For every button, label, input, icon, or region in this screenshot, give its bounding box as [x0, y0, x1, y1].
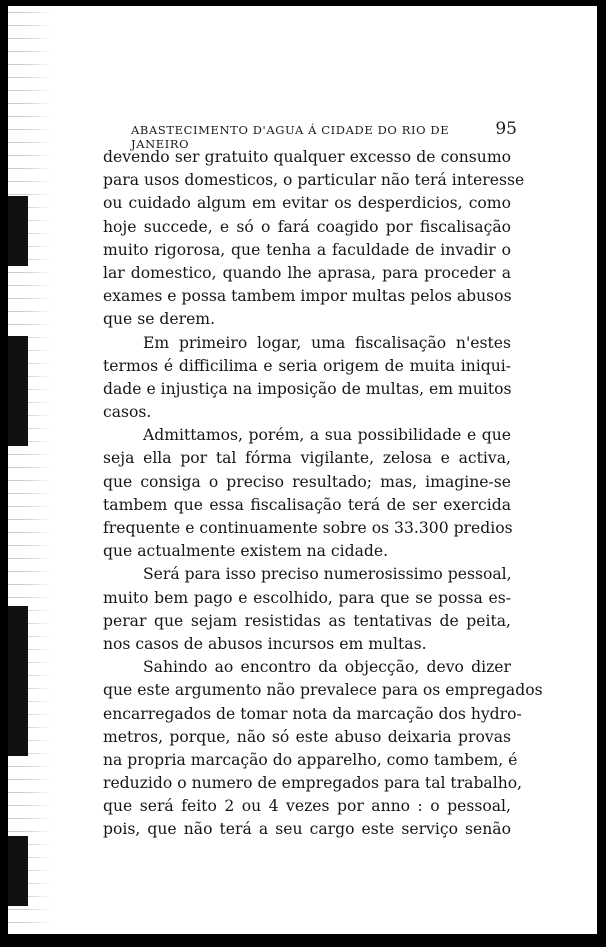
body-text — [103, 146, 543, 842]
book-page — [8, 6, 597, 934]
binding-shadow — [8, 836, 28, 906]
text-line: que actualmente existem na cidade. — [103, 542, 389, 561]
text-line: ou cuidado algum em evitar os desperdicios, como — [103, 194, 511, 213]
page-number: 95 — [495, 119, 517, 139]
text-line: que consiga o preciso resultado; mas, imagine-se — [103, 472, 511, 491]
paragraph — [103, 656, 543, 842]
text-line: Admittamos, porém, a sua possibilidade e que — [143, 426, 511, 445]
text-line: muito rigorosa, que tenha a faculdade de invadir o — [103, 240, 511, 259]
paragraph — [103, 332, 511, 425]
text-line: dade e injustiça na imposição de multas, em muitos — [103, 379, 512, 398]
text-line: na propria marcação do apparelho, como tambem, é — [103, 750, 518, 769]
text-line: pois, que não terá a seu cargo este serviço senão — [103, 820, 511, 839]
text-line: que será feito 2 ou 4 vezes por anno : o pessoal, — [103, 797, 511, 816]
text-line: Sahindo ao encontro da objecção, devo dizer — [143, 658, 511, 677]
text-line: perar que sejam resistidas as tentativas de peita, — [103, 611, 511, 630]
paragraph — [103, 563, 511, 656]
paragraph — [103, 424, 511, 563]
binding-shadow — [8, 196, 28, 266]
text-line: para usos domesticos, o particular não terá interesse — [103, 171, 525, 190]
text-line: seja ella por tal fórma vigilante, zelosa e activa, — [103, 449, 511, 468]
text-line: tambem que essa fiscalisação terá de ser exercida — [103, 495, 511, 514]
text-line: nos casos de abusos incursos em multas. — [103, 634, 427, 653]
text-line: que se derem. — [103, 310, 216, 329]
text-line: metros, porque, não só este abuso deixaria provas — [103, 727, 511, 746]
binding-edge — [8, 6, 52, 934]
text-line: devendo ser gratuito qualquer excesso de consumo — [103, 148, 511, 166]
text-line: frequente e continuamente sobre os 33.300 predios — [103, 519, 513, 537]
binding-shadow — [8, 606, 28, 756]
running-head: ABASTECIMENTO D'AGUA Á CIDADE DO RIO DE JANEIRO — [131, 123, 450, 151]
text-line: lar domestico, quando lhe aprasa, para proceder a — [103, 263, 511, 282]
text-line: Em primeiro logar, uma fiscalisação n'estes — [143, 333, 511, 352]
text-line: casos. — [103, 403, 152, 422]
text-line: reduzido o numero de empregados para tal trabalho, — [103, 774, 523, 793]
paragraph — [103, 146, 525, 332]
text-line: termos é difficilima e seria origem de muita iniqui- — [103, 356, 511, 375]
text-line: muito bem pago e escolhido, para que se possa es- — [103, 588, 511, 607]
text-line: Será para isso preciso numerosissimo pessoal, — [143, 565, 512, 584]
binding-shadow — [8, 336, 28, 446]
text-line: encarregados de tomar nota da marcação dos hydro- — [103, 704, 522, 723]
text-line: exames e possa tambem impor multas pelos abusos — [103, 287, 512, 306]
text-line: hoje succede, e só o fará coagido por fiscalisação — [103, 217, 511, 236]
text-line: que este argumento não prevalece para os empregados — [103, 681, 543, 700]
